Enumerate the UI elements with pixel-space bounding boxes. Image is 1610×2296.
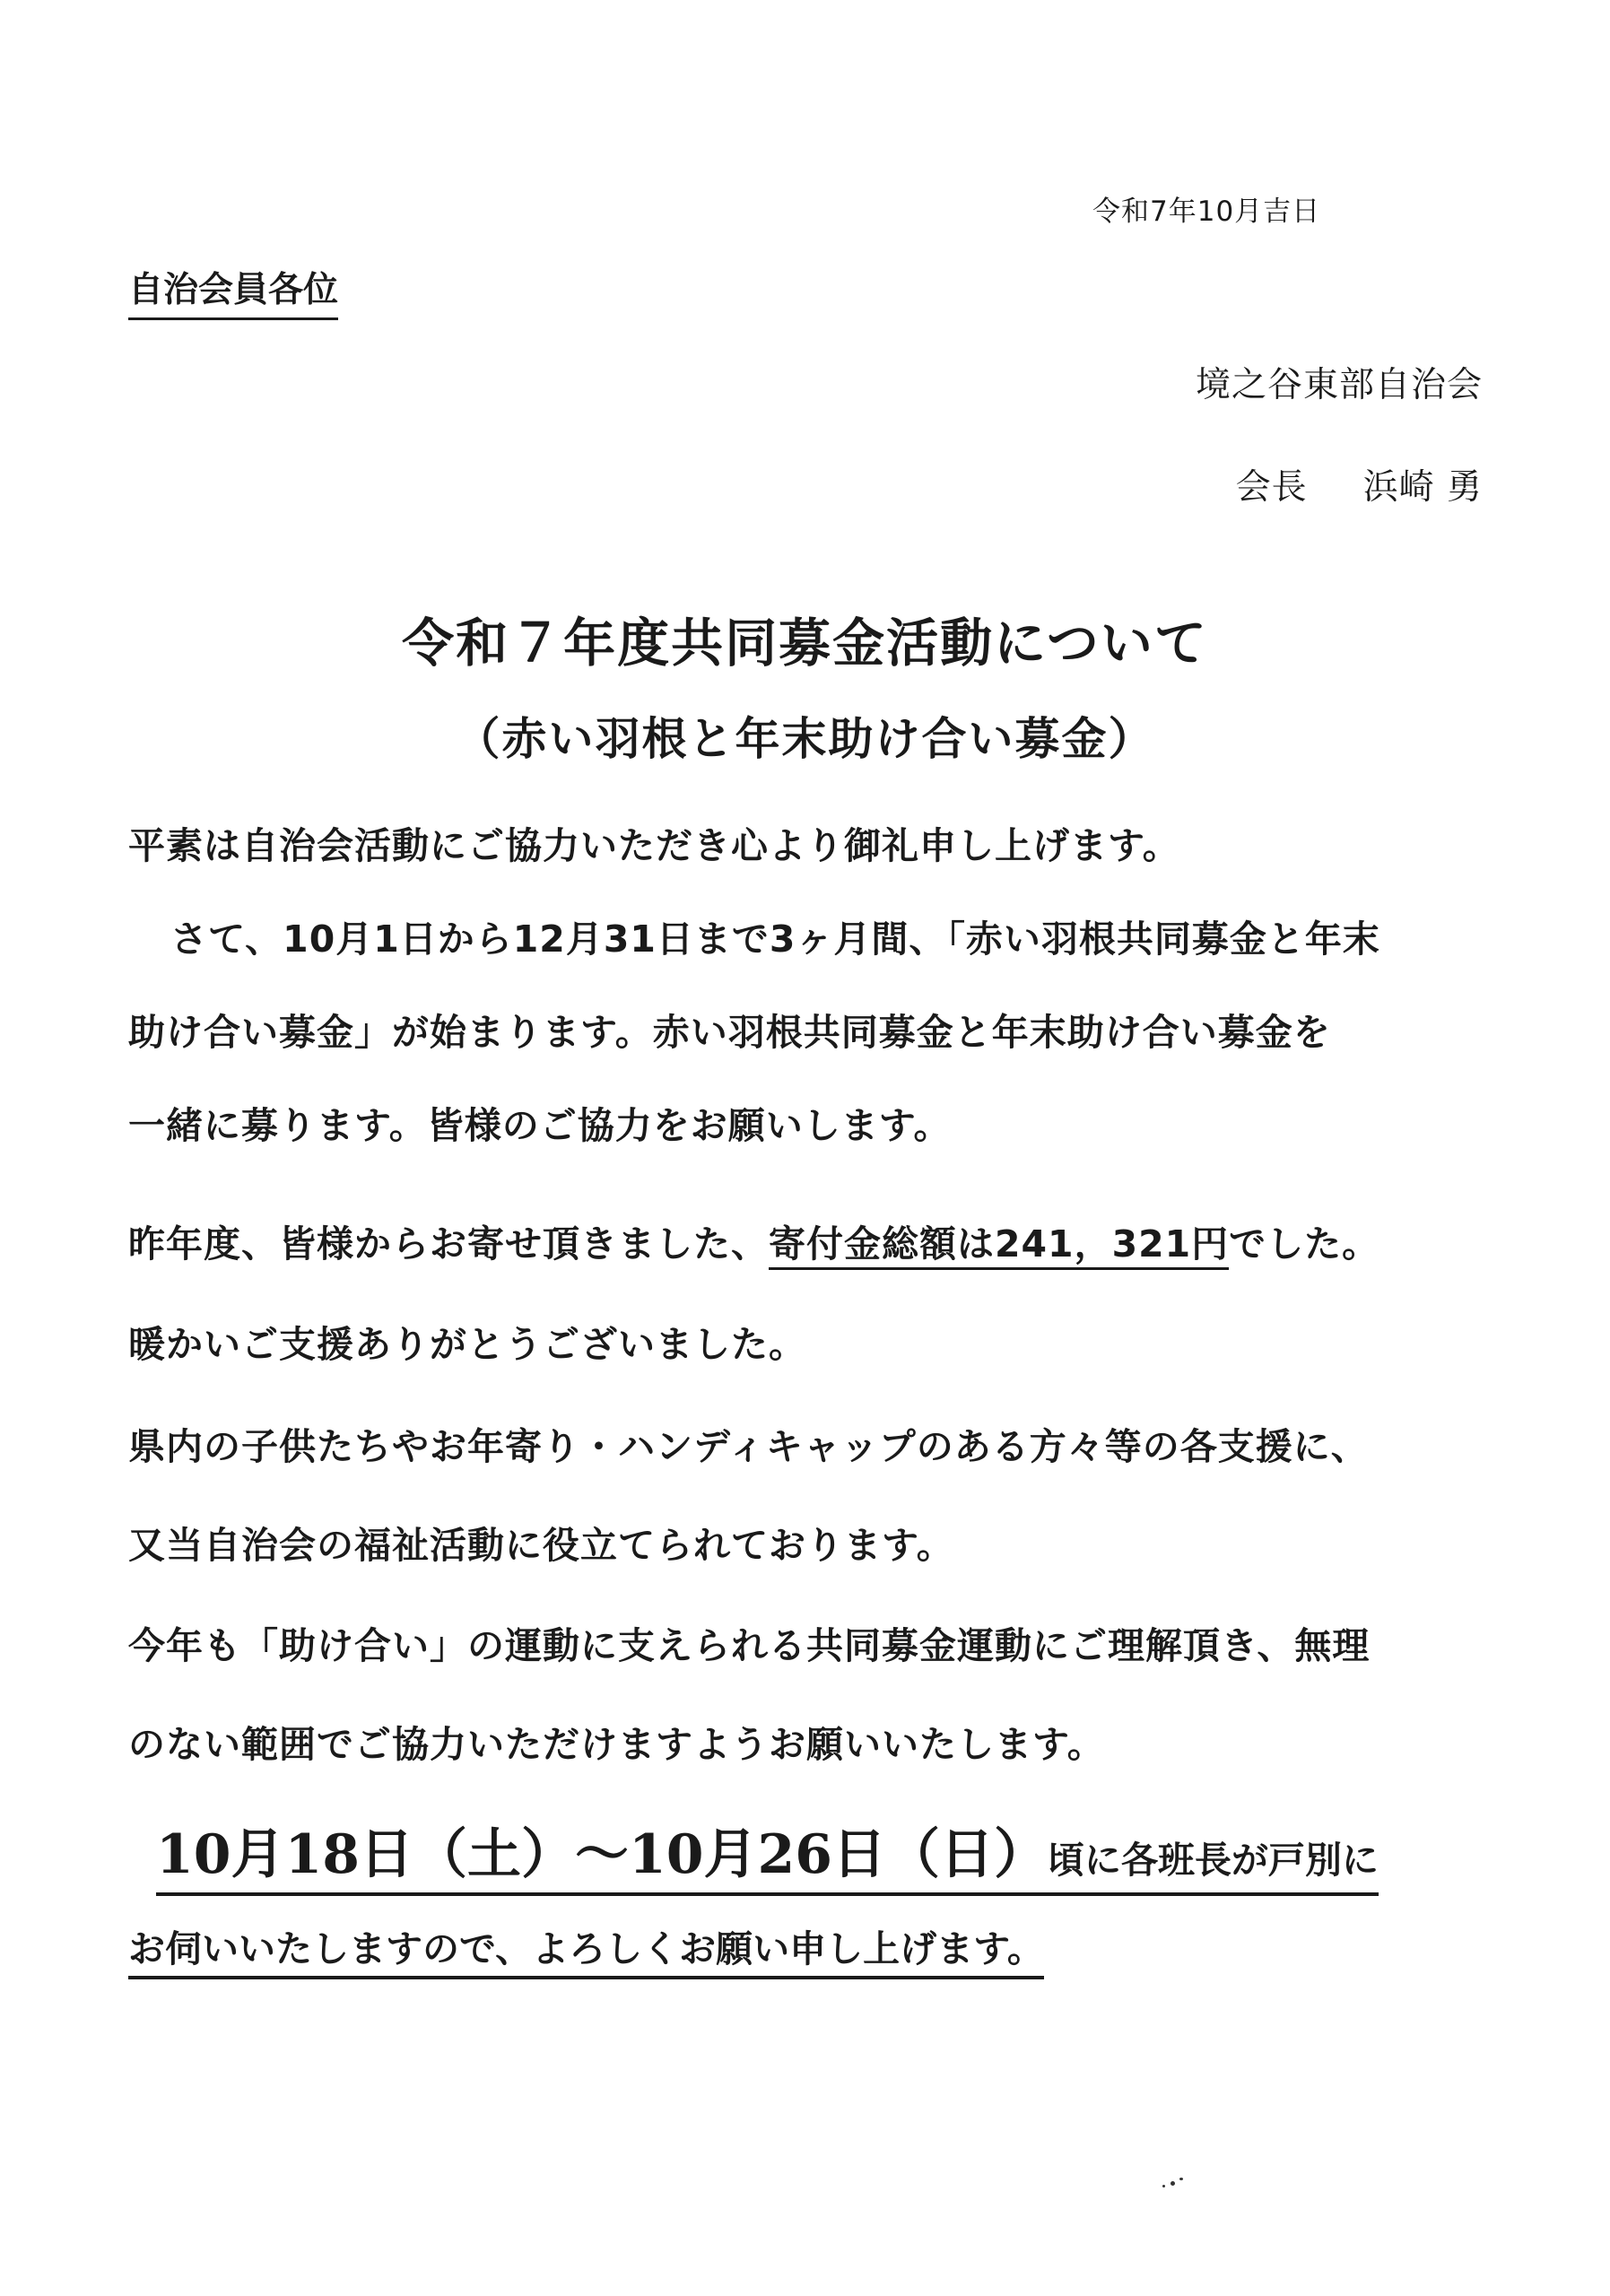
scan-speck [1171,2181,1175,2186]
body-line-1: 平素は自治会活動にご協力いただき心より御礼申し上げます。 [128,824,1180,867]
body-line-5 [128,1214,1379,1267]
body-line-10: のない範囲でご協力いただけますようお願いいたします。 [128,1723,1105,1766]
document-title: 令和７年度共同募金活動について [402,613,1208,674]
organization-name: 境之谷東部自治会 [1195,365,1483,405]
visit-dates: 10月18日（土）～10月26日（日） [156,1823,1048,1886]
body-line-5-prefix: 昨年度、皆様からお寄せ頂きました、 [128,1222,769,1265]
scan-speck [1162,2185,1165,2187]
issue-date: 令和7年10月吉日 [1092,196,1321,228]
body-line-6: 暖かいご支援ありがとうございました。 [128,1323,806,1366]
body-line-9: 今年も「助け合い」の運動に支えられる共同募金運動にご理解頂き、無理 [128,1624,1371,1667]
chair-title: 会長 [1235,467,1308,508]
visit-schedule [156,1812,1379,1896]
body-line-3: 助け合い募金」が始まります。赤い羽根共同募金と年末助け合い募金を [128,1011,1331,1054]
chair-name: 浜崎 勇 [1362,467,1483,508]
body-line-7: 県内の子供たちやお年寄り・ハンディキャップのある方々等の各支援に、 [128,1425,1369,1468]
body-line-4: 一緒に募ります。皆様のご協力をお願いします。 [128,1104,952,1147]
visit-line-1-suffix: 頃に各班長が戸別に [1047,1839,1379,1882]
body-line-8: 又当自治会の福祉活動に役立てられております。 [128,1524,954,1567]
scan-speck [1179,2178,1183,2180]
visit-line-2: お伺いいたしますので、よろしくお願い申し上げます。 [128,1919,1044,1979]
addressee: 自治会員各位 [128,262,338,320]
body-line-5-suffix: でした。 [1229,1222,1380,1265]
donation-total: 寄付金総額は241，321円 [769,1222,1229,1270]
body-line-2: さて、10月1日から12月31日まで3ヶ月間、「赤い羽根共同募金と年末 [170,918,1380,961]
document-subtitle: （赤い羽根と年末助け合い募金） [455,713,1155,765]
chair-signature [1236,459,1483,509]
